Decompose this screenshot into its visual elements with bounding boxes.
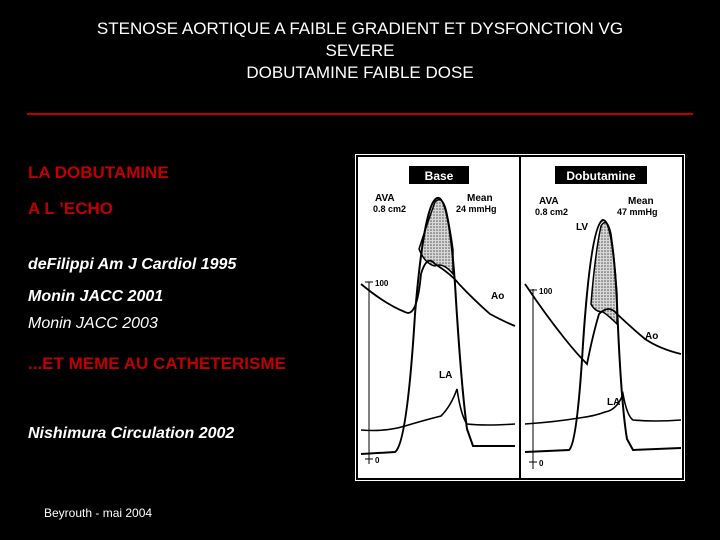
- base-mean-value: 24 mmHg: [456, 204, 497, 214]
- dobutamine-la-curve: [525, 394, 681, 424]
- title-line-1: STENOSE AORTIQUE A FAIBLE GRADIENT ET DYSFONCTION VG: [96, 19, 624, 38]
- dobutamine-ava-label: AVA: [539, 196, 559, 207]
- base-tick-0: 0: [375, 456, 380, 465]
- panel-base: [361, 166, 515, 465]
- reference-monin-2001: Monin JACC 2001: [28, 288, 164, 305]
- dobutamine-mean-value: 47 mmHg: [617, 207, 658, 217]
- panel-dobutamine: [525, 166, 681, 469]
- base-ao-label: Ao: [491, 291, 505, 302]
- reference-nishimura: Nishimura Circulation 2002: [28, 425, 235, 442]
- dobutamine-mean-label: Mean: [628, 196, 654, 207]
- reference-monin-2003: Monin JACC 2003: [28, 315, 158, 332]
- title-line-2: SEVERE: [325, 41, 395, 60]
- title-line-3: DOBUTAMINE FAIBLE DOSE: [246, 63, 474, 82]
- dobutamine-tick-100: 100: [539, 287, 553, 296]
- base-la-label: LA: [439, 370, 453, 381]
- base-title: Base: [424, 169, 454, 183]
- pressure-tracings: [355, 154, 685, 481]
- reference-defilippi: deFilippi Am J Cardiol 1995: [28, 256, 237, 273]
- heading-la-dobutamine: LA DOBUTAMINE: [28, 163, 169, 182]
- base-ava-value: 0.8 cm2: [373, 204, 407, 214]
- dobutamine-lv-label: LV: [576, 222, 589, 233]
- dobutamine-ava-value: 0.8 cm2: [535, 207, 569, 217]
- base-ava-label: AVA: [375, 193, 395, 204]
- base-la-curve: [361, 389, 515, 431]
- dobutamine-title: Dobutamine: [566, 169, 636, 183]
- footer-text: Beyrouth - mai 2004: [44, 506, 153, 520]
- hemodynamic-tracing-figure: [355, 154, 685, 481]
- heading-a-l-echo: A L ’ECHO: [28, 199, 114, 218]
- slide-title: [0, 18, 720, 84]
- title-divider: [27, 113, 693, 115]
- base-mean-label: Mean: [467, 193, 493, 204]
- base-tick-100: 100: [375, 279, 389, 288]
- dobutamine-tick-0: 0: [539, 459, 544, 468]
- dobutamine-ao-label: Ao: [645, 331, 659, 342]
- dobutamine-la-label: LA: [607, 397, 621, 408]
- heading-catheterisme: ...ET MEME AU CATHETERISME: [28, 354, 286, 373]
